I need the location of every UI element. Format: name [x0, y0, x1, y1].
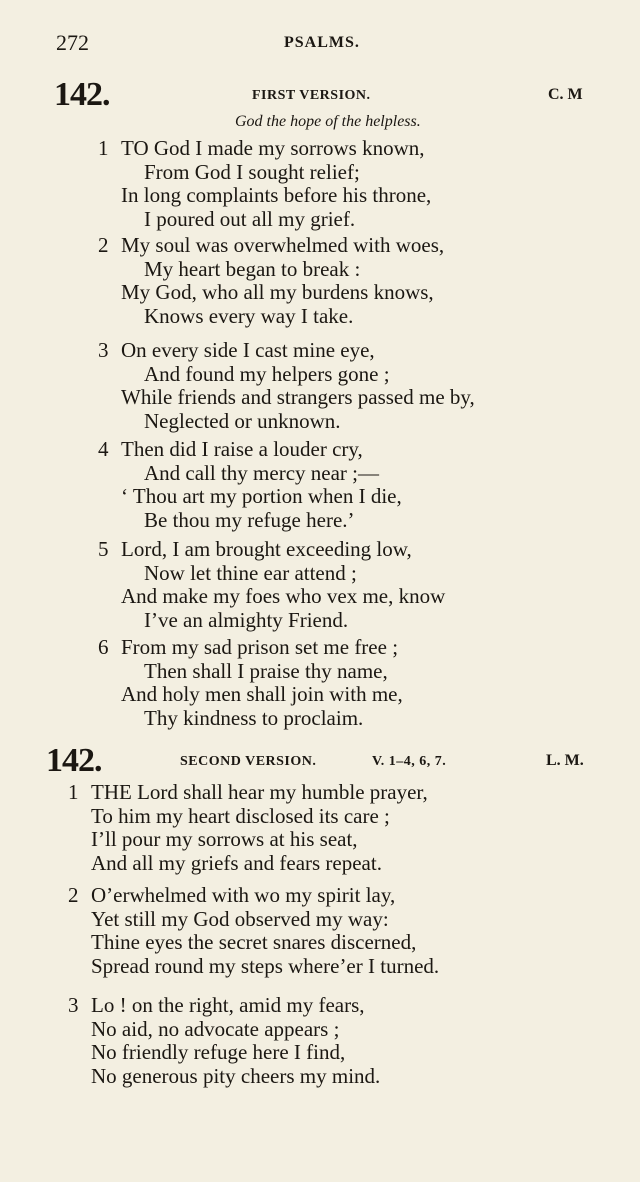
verse-number: 1 [98, 136, 109, 160]
verse-line: No generous pity cheers my mind. [91, 1063, 381, 1088]
verse-line: No aid, no advocate appears ; [91, 1016, 340, 1041]
verse-number: 4 [98, 437, 109, 461]
verse-line: I poured out all my grief. [144, 206, 356, 231]
verse-line: No friendly refuge here I find, [91, 1040, 346, 1064]
verse-line: Lo ! on the right, amid my fears, [91, 993, 365, 1017]
hymn2-verses-ref: V. 1–4, 6, 7. [372, 754, 447, 769]
verse-number: 6 [98, 635, 109, 659]
verse-line: My soul was overwhelmed with woes, [121, 233, 445, 257]
verse-line: And found my helpers gone ; [144, 361, 390, 386]
hymn1-number: 142. [54, 76, 110, 113]
verse-line: And call thy mercy near ;— [144, 460, 379, 485]
verse-line: Thine eyes the secret snares discerned, [91, 930, 417, 954]
hymn1-version: FIRST VERSION. [252, 88, 371, 103]
verse-line: In long complaints before his throne, [121, 183, 432, 207]
verse-line: From God I sought relief; [144, 159, 360, 184]
verse-number: 5 [98, 537, 109, 561]
verse-line: Then shall I praise thy name, [144, 658, 388, 683]
verse-line: Lord, I am brought exceeding low, [121, 537, 412, 561]
verse-number: 2 [98, 233, 109, 257]
verse-line: I’ve an almighty Friend. [144, 607, 349, 632]
hymn2-version: SECOND VERSION. [180, 754, 317, 769]
hymn1-meter: C. M [548, 86, 583, 103]
verse-number: 3 [98, 338, 109, 362]
hymn2-number: 142. [46, 742, 102, 779]
verse-line: Then did I raise a louder cry, [121, 437, 363, 461]
verse-line: Be thou my refuge here.’ [144, 507, 355, 532]
verse-line: I’ll pour my sorrows at his seat, [91, 827, 358, 851]
verse-line: TO God I made my sorrows known, [121, 136, 425, 160]
verse-line: And make my foes who vex me, know [121, 584, 446, 608]
verse-line: ‘ Thou art my portion when I die, [121, 484, 402, 508]
verse-line: My heart began to break : [144, 256, 361, 281]
verse-line: To him my heart disclosed its care ; [91, 803, 390, 828]
verse-line: Now let thine ear attend ; [144, 560, 357, 585]
verse-line: And all my griefs and fears repeat. [91, 850, 382, 875]
verse-line: Knows every way I take. [144, 303, 354, 328]
verse-line: On every side I cast mine eye, [121, 338, 375, 362]
verse-line: Yet still my God observed my way: [91, 906, 389, 931]
page-number: 272 [56, 30, 89, 55]
verse-line: Spread round my steps where’er I turned. [91, 953, 440, 978]
hymn2-meter: L. M. [546, 752, 584, 769]
verse-line: While friends and strangers passed me by, [121, 385, 475, 409]
verse-line: THE Lord shall hear my humble prayer, [91, 780, 428, 804]
verse-line: From my sad prison set me free ; [121, 635, 399, 659]
verse-line: Neglected or unknown. [144, 408, 341, 433]
hymn1-subtitle: God the hope of the helpless. [235, 113, 421, 130]
verse-number: 3 [68, 993, 79, 1017]
verse-line: Thy kindness to proclaim. [144, 705, 364, 730]
verse-number: 2 [68, 883, 79, 907]
verse-line: My God, who all my burdens knows, [121, 280, 434, 304]
verse-line: O’erwhelmed with wo my spirit lay, [91, 883, 396, 907]
verse-line: And holy men shall join with me, [121, 682, 403, 706]
running-title: PSALMS. [284, 34, 360, 51]
verse-number: 1 [68, 780, 79, 804]
